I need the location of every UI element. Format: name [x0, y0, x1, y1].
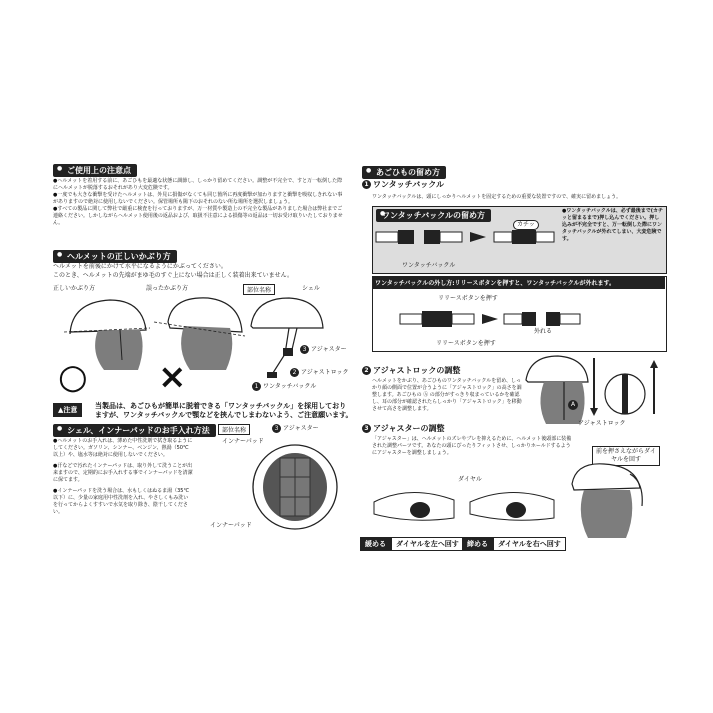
adjuster-heading-label: アジャスターの調整	[373, 424, 445, 433]
inner-pad-label-bottom: インナーパッド	[210, 522, 252, 529]
shell-label: シェル	[302, 285, 320, 292]
number-badge: 3	[300, 345, 309, 354]
lock-heading-label: アジャストロックの調整	[373, 366, 461, 375]
lock-desc: ヘルメットをかぶり、あごひものワンタッチバックルを留め、しっかり顔の側面で位置が合うように「アジャストロック」の高さを調整します。あごひもの Ⓐ の部分がすっきり収まっているかを確認し、耳の部分が確認されたらしっかり「アジャストロック」を移動させて高さを調整します。	[372, 378, 522, 412]
loosen-row	[360, 531, 464, 551]
lock-heading	[362, 366, 460, 376]
buckle-heading	[362, 180, 444, 190]
adjuster-heading	[362, 424, 445, 434]
caution-text-1: 当製品は、あごひもが簡単に脱着できる「ワンタッチバックル」を採用しており	[95, 402, 347, 410]
release-button-label-2: リリースボタンを押す	[436, 340, 496, 347]
dial-label: ダイヤル	[458, 476, 482, 483]
correct-label: 正しいかぶり方	[53, 285, 96, 292]
buckle-release-illustration	[400, 306, 600, 336]
wear-title: ● ヘルメットの正しいかぶり方	[53, 250, 177, 263]
care-item: ●汗などで汚れたインナーパッドは、取り外して洗うことが出来ますので、定期的にお手入れする事でインナーパッドを清潔に保てます。	[53, 463, 193, 483]
usage-item: ●すべての製品に関して弊社で厳重に検査を行っておりますが、万一材質や製造上の不完全な製品がありました場合は弊社までご連絡ください。しかしながらヘルメット使用後の返品および、取扱不注意による損傷等の返品は一切お受け取りいたしておりません。	[53, 206, 343, 226]
chin-strap-title: ● あごひもの留め方	[362, 166, 446, 179]
wear-line-2: このとき、ヘルメットの先端がまゆ毛のすぐ上にない場合は正しく装着出来ていません。	[53, 272, 293, 279]
buckle-label: ワンタッチバックル	[263, 383, 317, 390]
usage-list	[53, 178, 343, 227]
adjust-lock-label: アジャストロック	[301, 369, 349, 376]
lock-head-illustration	[522, 354, 592, 424]
number-badge: 2	[362, 366, 371, 375]
care-item: ●ヘルメットのお手入れは、薄めた中性洗剤で拭き取るようにしてください。ガソリン、シンナー、ベンジン、熱湯（50℃以上）や、塩水等は絶対に使用しないでください。	[53, 438, 193, 458]
caution-tag: ▲注意	[53, 403, 82, 417]
care-list	[53, 438, 193, 516]
fasten-buckle-label: ワンタッチバックル	[402, 262, 456, 269]
caution-text-2: ますが、ワンタッチバックルで顎などを挟んでしまわないよう、ご注意願います。	[95, 411, 353, 419]
inner-pad-label-top: インナーパッド	[222, 438, 264, 445]
correct-mark: ○	[58, 357, 88, 397]
release-title: ワンタッチバックルの外し方:リリースボタンを押すと、ワンタッチバックルが外れます。	[372, 276, 665, 289]
loosen-label: 緩める	[360, 537, 391, 551]
usage-item: ●ヘルメットを着用する前に、あごひもを最適な状態に調節し、しっかり留めてください。調整が不完全で、すと万一転倒した際にヘルメットが脱落するおそれがあり大変危険です。	[53, 178, 343, 191]
click-bubble: カチッ	[513, 220, 539, 230]
number-badge: 1	[252, 382, 261, 391]
usage-title: ● ご使用上の注意点	[53, 164, 137, 177]
usage-item: ●一度でも大きな衝撃を受けたヘルメットは、外見に損傷がなくても同じ箇所に再度衝撃が加わりますと衝撃を吸収しきれない事がありますので絶対に使用しないでください。保管場所も陽下のおそれのない所な場所を選択しましょう。	[53, 192, 343, 205]
adjust-lock-callout	[290, 368, 349, 377]
tighten-label: 締める	[462, 537, 493, 551]
tighten-action: ダイヤルを右へ回す	[493, 537, 566, 551]
dial-tip: 前を押さえながらダイヤルを回す	[592, 446, 660, 466]
parts-tag: 部位名称	[243, 284, 275, 295]
care-adjuster-label: アジャスター	[283, 425, 319, 432]
wear-line-1: ヘルメットを前後にかけて水平になるようにかぶってください。	[53, 263, 227, 270]
marker-a: A	[568, 400, 578, 410]
caution-tag-label: 注意	[63, 406, 78, 414]
number-badge: 2	[290, 368, 299, 377]
fasten-note: ●ワンタッチバックルは、必ず最後まで(カチッと留まるまで)押し込んでください。押し込みが不完全ですと、万一転倒した際にワンタッチバックルが外れてしまい、大変危険です。	[562, 208, 664, 242]
detach-label: 外れる	[534, 328, 553, 335]
buckle-callout	[252, 382, 316, 391]
lock-detail-illustration	[590, 358, 660, 418]
number-badge: 3	[362, 424, 371, 433]
lock-label: アジャストロック	[578, 420, 626, 427]
care-item: ●インナーパッドを洗う場合は、水もしくはぬるま湯（35℃以下）に、少量の家庭用中性洗剤を入れ、やさしくもみ洗いを行ってからよくすすいで水気を取り除き、陰干してください。	[53, 488, 190, 515]
care-parts-tag: 部位名称	[218, 424, 250, 435]
care-title: ● シェル、インナーパッドのお手入れ方法	[53, 424, 216, 437]
number-badge: 3	[272, 424, 281, 433]
adjuster-dial-illustration	[370, 484, 560, 526]
care-adjuster-callout	[272, 424, 319, 433]
helmet-inside-illustration	[250, 442, 340, 532]
adjuster-desc: 「アジャスター」は、ヘルメットのズレやブレを抑えるために、ヘルメット後頭部に装備された調整パーツです。あなたの頭にぴったりフィットさせ、しっかりホールドするようにアジャスターを調整しましょう。	[372, 436, 572, 456]
loosen-action: ダイヤルを左へ回す	[391, 537, 464, 551]
buckle-heading-label: ワンタッチバックル	[373, 180, 444, 189]
number-badge: 1	[362, 180, 371, 189]
buckle-desc: ワンタッチバックルは、頭にしっかりヘルメットを固定するための重要な装置ですので、確実に留めましょう。	[372, 194, 622, 200]
adjuster-hand-illustration	[566, 462, 646, 540]
tighten-row	[462, 531, 566, 551]
release-button-label-1: リリースボタンを押す	[438, 295, 498, 302]
adjuster-callout	[300, 345, 347, 354]
wrong-mark: ×	[158, 357, 187, 397]
adjuster-label: アジャスター	[311, 346, 347, 353]
fasten-title: ● ワンタッチバックルの留め方	[376, 209, 491, 222]
wrong-label: 誤ったかぶり方	[146, 285, 189, 292]
